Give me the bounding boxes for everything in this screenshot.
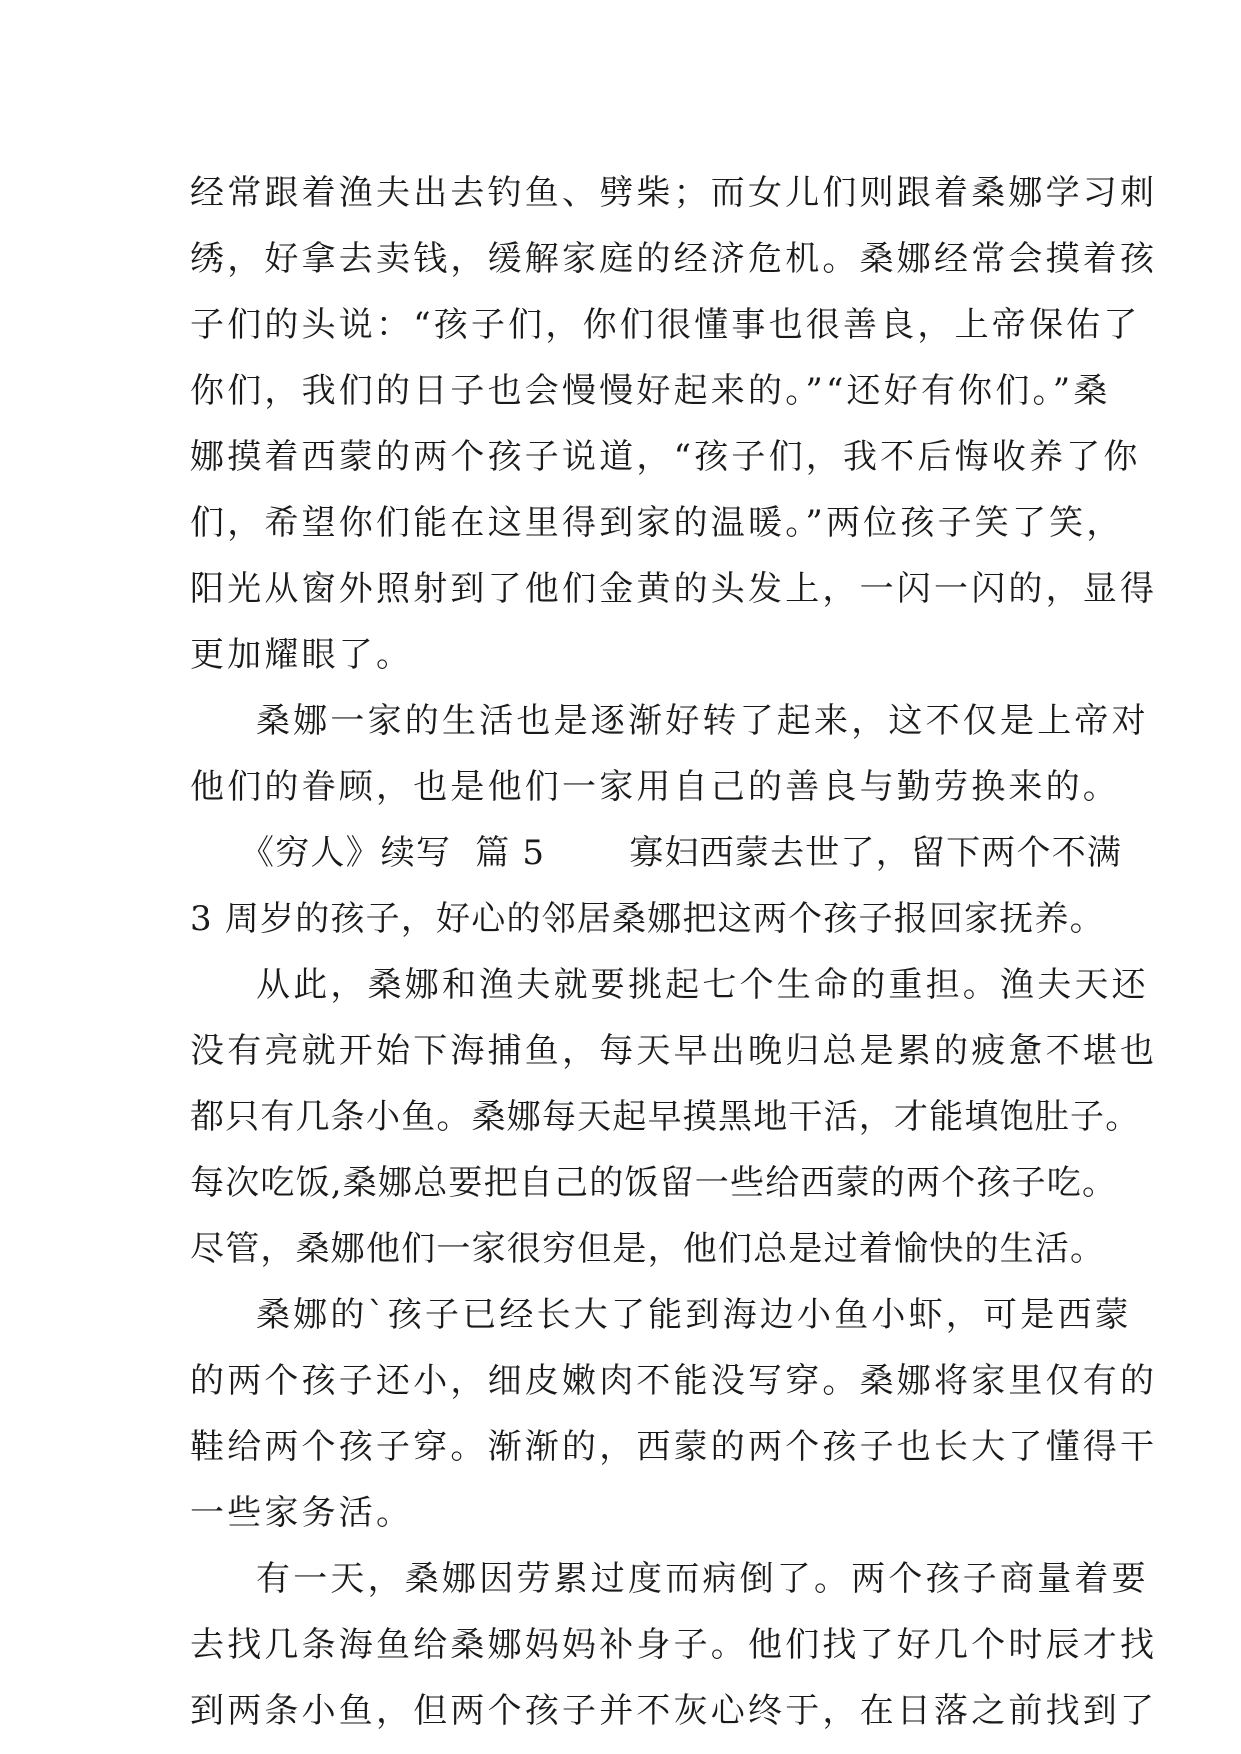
body-text [190,160,1158,1744]
text-line: 尽管，桑娜他们一家很穷但是，他们总是过着愉快的生活。 [190,1229,1106,1269]
text-line: 一些家务活。 [190,1493,414,1533]
text-line: 娜摸着西蒙的两个孩子说道，“孩子们，我不后悔收养了你 [190,437,1141,477]
text-line: 去找几条海鱼给桑娜妈妈补身子。他们找了好几个时辰才找 [190,1625,1158,1665]
paragraph-start-line: 有一天，桑娜因劳累过度而病倒了。两个孩子商量着要 [256,1559,1149,1599]
text-line: 的两个孩子还小，细皮嫩肉不能没写穿。桑娜将家里仅有的 [190,1361,1158,1401]
text-line: 经常跟着渔夫出去钓鱼、劈柴；而女儿们则跟着桑娜学习刺 [190,173,1158,213]
text-line: 每次吃饭,桑娜总要把自己的饭留一些给西蒙的两个孩子吃。 [190,1163,1118,1203]
paragraph-start-line: 从此，桑娜和渔夫就要挑起七个生命的重担。渔夫天还 [256,965,1149,1005]
paragraph-start-line: 桑娜的`孩子已经长大了能到海边小鱼小虾，可是西蒙 [256,1295,1132,1335]
text-line: 绣，好拿去卖钱，缓解家庭的经济危机。桑娜经常会摸着孩 [190,239,1158,279]
text-line: 他们的眷顾，也是他们一家用自己的善良与勤劳换来的。 [190,767,1120,807]
text-line: 阳光从窗外照射到了他们金黄的头发上，一闪一闪的，显得 [190,569,1158,609]
text-line: 没有亮就开始下海捕鱼，每天早出晚归总是累的疲惫不堪也 [190,1031,1158,1071]
text-line: 到两条小鱼，但两个孩子并不灰心终于，在日落之前找到了 [190,1691,1158,1731]
section-title-line: 《穷人》续写 篇 5 寡妇西蒙去世了，留下两个不满 [240,833,1123,873]
text-line: 子们的头说：“孩子们，你们很懂事也很善良，上帝保佑了 [190,305,1141,345]
paragraph-start-line: 桑娜一家的生活也是逐渐好转了起来，这不仅是上帝对 [256,701,1149,741]
text-line: 你们，我们的日子也会慢慢好起来的。”“还好有你们。”桑 [190,371,1111,411]
text-line: 鞋给两个孩子穿。渐渐的，西蒙的两个孩子也长大了懂得干 [190,1427,1158,1467]
text-line: 更加耀眼了。 [190,635,414,675]
text-line: 都只有几条小鱼。桑娜每天起早摸黑地干活，才能填饱肚子。 [190,1097,1141,1137]
text-line: 3 周岁的孩子，好心的邻居桑娜把这两个孩子报回家抚养。 [190,899,1105,939]
text-line: 们，希望你们能在这里得到家的温暖。”两位孩子笑了笑， [190,503,1124,543]
